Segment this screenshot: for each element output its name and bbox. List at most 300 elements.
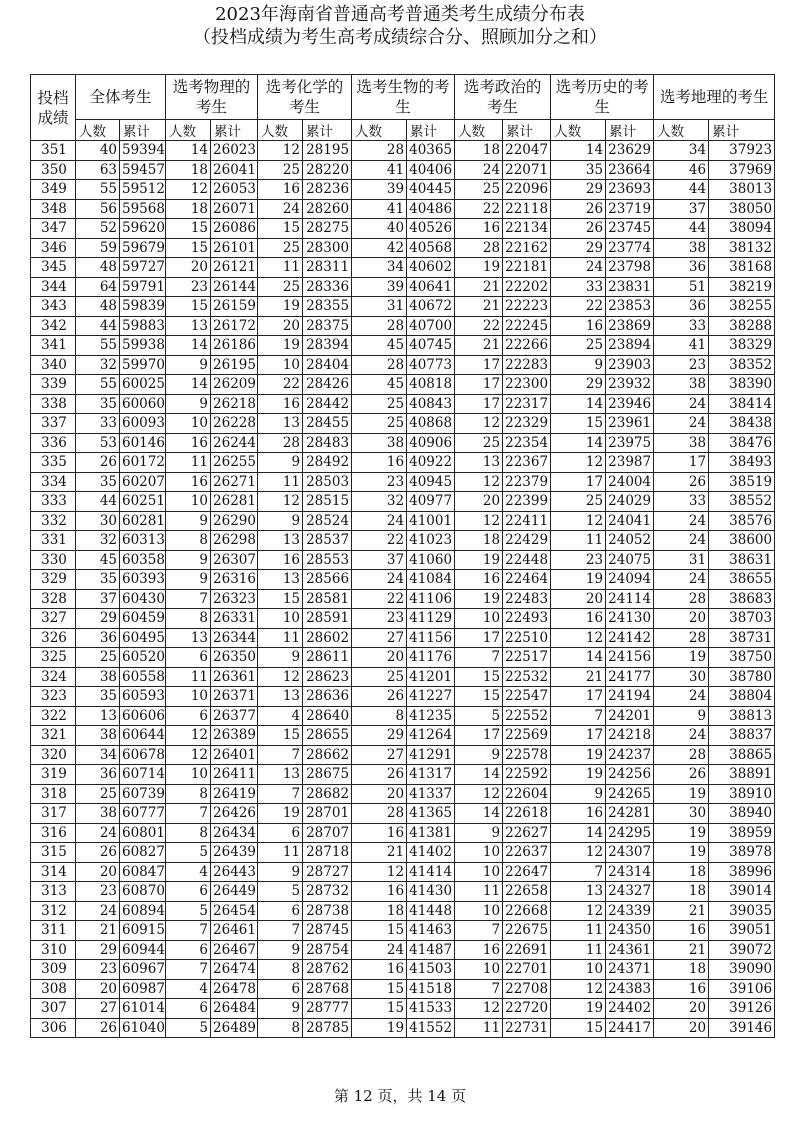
count-cell: 7 bbox=[166, 921, 211, 941]
cumulative-cell: 22464 bbox=[503, 570, 551, 590]
count-cell: 45 bbox=[352, 336, 407, 356]
cumulative-header: 累计 bbox=[709, 120, 775, 141]
cumulative-cell: 22701 bbox=[503, 960, 551, 980]
cumulative-header: 累计 bbox=[120, 120, 166, 141]
cumulative-cell: 38329 bbox=[709, 336, 775, 356]
count-cell: 29 bbox=[551, 180, 606, 200]
cumulative-cell: 40818 bbox=[407, 375, 455, 395]
table-row bbox=[31, 511, 775, 531]
count-cell: 37 bbox=[352, 550, 407, 570]
count-cell: 12 bbox=[551, 628, 606, 648]
count-cell: 24 bbox=[76, 823, 120, 843]
count-cell: 32 bbox=[76, 531, 120, 551]
count-cell: 8 bbox=[258, 960, 303, 980]
count-cell: 24 bbox=[352, 511, 407, 531]
score-cell: 345 bbox=[31, 258, 76, 278]
cumulative-cell: 26298 bbox=[211, 531, 258, 551]
cumulative-cell: 26307 bbox=[211, 550, 258, 570]
count-cell: 29 bbox=[76, 940, 120, 960]
cumulative-cell: 28732 bbox=[303, 882, 352, 902]
cumulative-header: 累计 bbox=[407, 120, 455, 141]
cumulative-cell: 28483 bbox=[303, 433, 352, 453]
cumulative-cell: 40906 bbox=[407, 433, 455, 453]
cumulative-cell: 41430 bbox=[407, 882, 455, 902]
count-cell: 12 bbox=[551, 843, 606, 863]
cumulative-cell: 40641 bbox=[407, 277, 455, 297]
cumulative-cell: 26467 bbox=[211, 940, 258, 960]
cumulative-cell: 24350 bbox=[606, 921, 654, 941]
cumulative-cell: 60060 bbox=[120, 394, 166, 414]
cumulative-cell: 28336 bbox=[303, 277, 352, 297]
count-cell: 16 bbox=[551, 609, 606, 629]
cumulative-cell: 41414 bbox=[407, 862, 455, 882]
cumulative-cell: 26443 bbox=[211, 862, 258, 882]
table-row bbox=[31, 999, 775, 1019]
table-row bbox=[31, 862, 775, 882]
count-cell: 5 bbox=[166, 901, 211, 921]
count-cell: 16 bbox=[258, 394, 303, 414]
count-cell: 28 bbox=[352, 316, 407, 336]
cumulative-cell: 24094 bbox=[606, 570, 654, 590]
score-cell: 309 bbox=[31, 960, 76, 980]
count-cell: 38 bbox=[654, 375, 709, 395]
count-cell: 12 bbox=[455, 784, 503, 804]
cumulative-cell: 26323 bbox=[211, 589, 258, 609]
table-row bbox=[31, 901, 775, 921]
cumulative-header: 累计 bbox=[503, 120, 551, 141]
cumulative-cell: 41291 bbox=[407, 745, 455, 765]
cumulative-cell: 60593 bbox=[120, 687, 166, 707]
cumulative-cell: 22411 bbox=[503, 511, 551, 531]
cumulative-cell: 24029 bbox=[606, 492, 654, 512]
cumulative-cell: 60281 bbox=[120, 511, 166, 531]
count-cell: 28 bbox=[352, 804, 407, 824]
cumulative-cell: 59883 bbox=[120, 316, 166, 336]
count-cell: 44 bbox=[76, 492, 120, 512]
cumulative-cell: 28745 bbox=[303, 921, 352, 941]
count-cell: 18 bbox=[166, 199, 211, 219]
count-cell: 24 bbox=[654, 394, 709, 414]
cumulative-cell: 24075 bbox=[606, 550, 654, 570]
cumulative-cell: 26419 bbox=[211, 784, 258, 804]
cumulative-cell: 60025 bbox=[120, 375, 166, 395]
cumulative-cell: 38094 bbox=[709, 219, 775, 239]
cumulative-cell: 26023 bbox=[211, 141, 258, 161]
count-cell: 55 bbox=[76, 180, 120, 200]
cumulative-cell: 38352 bbox=[709, 355, 775, 375]
count-cell: 16 bbox=[352, 823, 407, 843]
count-cell: 45 bbox=[352, 375, 407, 395]
score-cell: 336 bbox=[31, 433, 76, 453]
count-cell: 55 bbox=[76, 336, 120, 356]
cumulative-cell: 39106 bbox=[709, 979, 775, 999]
cumulative-cell: 28455 bbox=[303, 414, 352, 434]
cumulative-cell: 26401 bbox=[211, 745, 258, 765]
count-cell: 16 bbox=[455, 219, 503, 239]
count-cell: 6 bbox=[166, 706, 211, 726]
cumulative-cell: 41463 bbox=[407, 921, 455, 941]
count-cell: 9 bbox=[258, 940, 303, 960]
table-row bbox=[31, 141, 775, 161]
cumulative-cell: 60915 bbox=[120, 921, 166, 941]
group-header-history: 选考历史的考生 bbox=[551, 75, 654, 120]
cumulative-cell: 24256 bbox=[606, 765, 654, 785]
count-cell: 15 bbox=[551, 414, 606, 434]
count-cell: 15 bbox=[455, 687, 503, 707]
table-row bbox=[31, 960, 775, 980]
count-cell: 51 bbox=[654, 277, 709, 297]
cumulative-cell: 38438 bbox=[709, 414, 775, 434]
count-cell: 9 bbox=[166, 355, 211, 375]
table-row bbox=[31, 843, 775, 863]
cumulative-cell: 23975 bbox=[606, 433, 654, 453]
cumulative-cell: 59791 bbox=[120, 277, 166, 297]
count-cell: 14 bbox=[551, 141, 606, 161]
count-cell: 21 bbox=[76, 921, 120, 941]
cumulative-cell: 40526 bbox=[407, 219, 455, 239]
cumulative-cell: 59568 bbox=[120, 199, 166, 219]
score-cell: 347 bbox=[31, 219, 76, 239]
count-cell: 56 bbox=[76, 199, 120, 219]
cumulative-cell: 28636 bbox=[303, 687, 352, 707]
cumulative-cell: 24052 bbox=[606, 531, 654, 551]
count-cell: 39 bbox=[352, 277, 407, 297]
table-row bbox=[31, 492, 775, 512]
cumulative-cell: 26218 bbox=[211, 394, 258, 414]
cumulative-cell: 39051 bbox=[709, 921, 775, 941]
table-row bbox=[31, 921, 775, 941]
cumulative-cell: 23894 bbox=[606, 336, 654, 356]
score-cell: 342 bbox=[31, 316, 76, 336]
count-cell: 13 bbox=[258, 687, 303, 707]
cumulative-cell: 40773 bbox=[407, 355, 455, 375]
count-cell: 42 bbox=[352, 238, 407, 258]
cumulative-cell: 41518 bbox=[407, 979, 455, 999]
score-cell: 327 bbox=[31, 609, 76, 629]
count-cell: 12 bbox=[166, 745, 211, 765]
count-cell: 7 bbox=[551, 862, 606, 882]
table-row bbox=[31, 316, 775, 336]
count-cell: 22 bbox=[455, 316, 503, 336]
count-cell: 15 bbox=[166, 238, 211, 258]
score-cell: 321 bbox=[31, 726, 76, 746]
table-row bbox=[31, 199, 775, 219]
count-cell: 10 bbox=[455, 843, 503, 863]
cumulative-cell: 26041 bbox=[211, 160, 258, 180]
count-cell: 7 bbox=[455, 648, 503, 668]
cumulative-cell: 38476 bbox=[709, 433, 775, 453]
cumulative-cell: 60777 bbox=[120, 804, 166, 824]
count-cell: 20 bbox=[76, 862, 120, 882]
cumulative-cell: 41381 bbox=[407, 823, 455, 843]
cumulative-cell: 40945 bbox=[407, 472, 455, 492]
cumulative-cell: 28591 bbox=[303, 609, 352, 629]
cumulative-cell: 41023 bbox=[407, 531, 455, 551]
cumulative-cell: 22547 bbox=[503, 687, 551, 707]
cumulative-cell: 41317 bbox=[407, 765, 455, 785]
cumulative-cell: 22552 bbox=[503, 706, 551, 726]
count-cell: 16 bbox=[352, 882, 407, 902]
score-cell: 339 bbox=[31, 375, 76, 395]
count-cell: 8 bbox=[258, 1018, 303, 1038]
cumulative-cell: 23987 bbox=[606, 453, 654, 473]
count-cell: 6 bbox=[166, 940, 211, 960]
cumulative-cell: 22493 bbox=[503, 609, 551, 629]
count-cell: 16 bbox=[551, 316, 606, 336]
count-header: 人数 bbox=[455, 120, 503, 141]
count-cell: 9 bbox=[166, 394, 211, 414]
cumulative-cell: 59394 bbox=[120, 141, 166, 161]
group-header-geography: 选考地理的考生 bbox=[654, 75, 775, 120]
count-cell: 38 bbox=[352, 433, 407, 453]
cumulative-cell: 60827 bbox=[120, 843, 166, 863]
cumulative-cell: 22483 bbox=[503, 589, 551, 609]
cumulative-cell: 24402 bbox=[606, 999, 654, 1019]
cumulative-cell: 38132 bbox=[709, 238, 775, 258]
cumulative-cell: 22071 bbox=[503, 160, 551, 180]
count-cell: 11 bbox=[551, 531, 606, 551]
count-cell: 27 bbox=[76, 999, 120, 1019]
count-cell: 12 bbox=[551, 901, 606, 921]
table-row bbox=[31, 180, 775, 200]
cumulative-cell: 28777 bbox=[303, 999, 352, 1019]
cumulative-cell: 26281 bbox=[211, 492, 258, 512]
count-cell: 13 bbox=[455, 453, 503, 473]
cumulative-cell: 22162 bbox=[503, 238, 551, 258]
count-cell: 26 bbox=[352, 765, 407, 785]
cumulative-cell: 22317 bbox=[503, 394, 551, 414]
count-cell: 10 bbox=[455, 609, 503, 629]
score-cell: 338 bbox=[31, 394, 76, 414]
cumulative-cell: 22691 bbox=[503, 940, 551, 960]
count-cell: 12 bbox=[551, 979, 606, 999]
page-footer: 第 12 页，共 14 页 bbox=[333, 1087, 467, 1105]
count-cell: 10 bbox=[258, 355, 303, 375]
cumulative-cell: 26344 bbox=[211, 628, 258, 648]
count-cell: 19 bbox=[654, 648, 709, 668]
cumulative-cell: 26449 bbox=[211, 882, 258, 902]
cumulative-cell: 22731 bbox=[503, 1018, 551, 1038]
count-cell: 36 bbox=[76, 765, 120, 785]
count-cell: 24 bbox=[654, 570, 709, 590]
cumulative-cell: 24307 bbox=[606, 843, 654, 863]
count-cell: 12 bbox=[455, 511, 503, 531]
count-cell: 34 bbox=[654, 141, 709, 161]
cumulative-cell: 28375 bbox=[303, 316, 352, 336]
count-cell: 16 bbox=[455, 940, 503, 960]
cumulative-cell: 22047 bbox=[503, 141, 551, 161]
cumulative-cell: 60739 bbox=[120, 784, 166, 804]
cumulative-cell: 22578 bbox=[503, 745, 551, 765]
cumulative-cell: 24339 bbox=[606, 901, 654, 921]
cumulative-cell: 41201 bbox=[407, 667, 455, 687]
cumulative-cell: 28623 bbox=[303, 667, 352, 687]
cumulative-cell: 41227 bbox=[407, 687, 455, 707]
count-cell: 7 bbox=[455, 921, 503, 941]
cumulative-cell: 39014 bbox=[709, 882, 775, 902]
count-cell: 36 bbox=[654, 297, 709, 317]
count-header: 人数 bbox=[166, 120, 211, 141]
cumulative-cell: 38731 bbox=[709, 628, 775, 648]
table-row bbox=[31, 940, 775, 960]
cumulative-cell: 38390 bbox=[709, 375, 775, 395]
count-cell: 25 bbox=[258, 238, 303, 258]
cumulative-cell: 41533 bbox=[407, 999, 455, 1019]
cumulative-cell: 28640 bbox=[303, 706, 352, 726]
cumulative-cell: 60801 bbox=[120, 823, 166, 843]
count-cell: 41 bbox=[654, 336, 709, 356]
cumulative-cell: 39072 bbox=[709, 940, 775, 960]
cumulative-cell: 24041 bbox=[606, 511, 654, 531]
cumulative-cell: 60714 bbox=[120, 765, 166, 785]
table-row bbox=[31, 687, 775, 707]
table-row bbox=[31, 765, 775, 785]
cumulative-cell: 38804 bbox=[709, 687, 775, 707]
count-cell: 25 bbox=[551, 492, 606, 512]
score-cell: 324 bbox=[31, 667, 76, 687]
cumulative-cell: 24130 bbox=[606, 609, 654, 629]
cumulative-cell: 28718 bbox=[303, 843, 352, 863]
cumulative-cell: 26228 bbox=[211, 414, 258, 434]
count-cell: 48 bbox=[76, 297, 120, 317]
cumulative-cell: 38996 bbox=[709, 862, 775, 882]
cumulative-cell: 22300 bbox=[503, 375, 551, 395]
cumulative-cell: 22720 bbox=[503, 999, 551, 1019]
cumulative-header: 累计 bbox=[303, 120, 352, 141]
cumulative-cell: 38655 bbox=[709, 570, 775, 590]
cumulative-cell: 24114 bbox=[606, 589, 654, 609]
count-cell: 18 bbox=[352, 901, 407, 921]
cumulative-cell: 22675 bbox=[503, 921, 551, 941]
score-header: 投档成绩 bbox=[31, 75, 76, 141]
cumulative-cell: 26186 bbox=[211, 336, 258, 356]
count-cell: 16 bbox=[258, 180, 303, 200]
cumulative-cell: 26195 bbox=[211, 355, 258, 375]
score-cell: 313 bbox=[31, 882, 76, 902]
cumulative-cell: 23745 bbox=[606, 219, 654, 239]
cumulative-cell: 59512 bbox=[120, 180, 166, 200]
count-cell: 21 bbox=[455, 277, 503, 297]
cumulative-cell: 40745 bbox=[407, 336, 455, 356]
cumulative-cell: 38288 bbox=[709, 316, 775, 336]
score-cell: 317 bbox=[31, 804, 76, 824]
page-title: 2023年海南省普通高考普通类考生成绩分布表 bbox=[215, 4, 585, 25]
cumulative-cell: 38865 bbox=[709, 745, 775, 765]
count-cell: 39 bbox=[352, 180, 407, 200]
count-cell: 21 bbox=[455, 336, 503, 356]
cumulative-cell: 60393 bbox=[120, 570, 166, 590]
cumulative-cell: 26331 bbox=[211, 609, 258, 629]
table-row bbox=[31, 433, 775, 453]
cumulative-cell: 41402 bbox=[407, 843, 455, 863]
count-cell: 8 bbox=[166, 609, 211, 629]
cumulative-cell: 26255 bbox=[211, 453, 258, 473]
cumulative-cell: 24281 bbox=[606, 804, 654, 824]
cumulative-cell: 22096 bbox=[503, 180, 551, 200]
table-row bbox=[31, 336, 775, 356]
cumulative-cell: 60093 bbox=[120, 414, 166, 434]
count-cell: 12 bbox=[352, 862, 407, 882]
count-cell: 9 bbox=[455, 745, 503, 765]
count-cell: 38 bbox=[76, 667, 120, 687]
cumulative-cell: 24142 bbox=[606, 628, 654, 648]
score-cell: 325 bbox=[31, 648, 76, 668]
table-row bbox=[31, 277, 775, 297]
cumulative-cell: 38813 bbox=[709, 706, 775, 726]
count-cell: 36 bbox=[654, 258, 709, 278]
cumulative-cell: 24327 bbox=[606, 882, 654, 902]
table-row bbox=[31, 745, 775, 765]
count-cell: 41 bbox=[352, 199, 407, 219]
score-distribution-table bbox=[30, 74, 775, 1038]
count-cell: 7 bbox=[166, 589, 211, 609]
cumulative-cell: 22245 bbox=[503, 316, 551, 336]
count-cell: 25 bbox=[551, 336, 606, 356]
count-cell: 10 bbox=[166, 414, 211, 434]
cumulative-cell: 24295 bbox=[606, 823, 654, 843]
cumulative-cell: 60847 bbox=[120, 862, 166, 882]
cumulative-cell: 24156 bbox=[606, 648, 654, 668]
cumulative-cell: 40843 bbox=[407, 394, 455, 414]
count-cell: 33 bbox=[654, 316, 709, 336]
cumulative-cell: 26371 bbox=[211, 687, 258, 707]
cumulative-cell: 23869 bbox=[606, 316, 654, 336]
cumulative-cell: 60894 bbox=[120, 901, 166, 921]
count-cell: 11 bbox=[258, 472, 303, 492]
count-cell: 26 bbox=[76, 453, 120, 473]
cumulative-cell: 38219 bbox=[709, 277, 775, 297]
count-cell: 7 bbox=[166, 960, 211, 980]
count-cell: 23 bbox=[76, 882, 120, 902]
count-cell: 11 bbox=[551, 940, 606, 960]
cumulative-cell: 39146 bbox=[709, 1018, 775, 1038]
count-cell: 20 bbox=[654, 1018, 709, 1038]
count-cell: 35 bbox=[76, 687, 120, 707]
cumulative-cell: 24383 bbox=[606, 979, 654, 999]
count-cell: 20 bbox=[352, 648, 407, 668]
score-cell: 333 bbox=[31, 492, 76, 512]
cumulative-cell: 26484 bbox=[211, 999, 258, 1019]
count-cell: 16 bbox=[551, 804, 606, 824]
cumulative-cell: 41337 bbox=[407, 784, 455, 804]
count-cell: 21 bbox=[352, 843, 407, 863]
cumulative-cell: 23831 bbox=[606, 277, 654, 297]
cumulative-cell: 26439 bbox=[211, 843, 258, 863]
cumulative-cell: 60967 bbox=[120, 960, 166, 980]
cumulative-cell: 28762 bbox=[303, 960, 352, 980]
count-cell: 29 bbox=[352, 726, 407, 746]
cumulative-cell: 22367 bbox=[503, 453, 551, 473]
cumulative-cell: 28442 bbox=[303, 394, 352, 414]
count-cell: 18 bbox=[455, 141, 503, 161]
cumulative-cell: 60172 bbox=[120, 453, 166, 473]
count-cell: 33 bbox=[76, 414, 120, 434]
count-cell: 6 bbox=[166, 999, 211, 1019]
cumulative-cell: 22181 bbox=[503, 258, 551, 278]
cumulative-cell: 28707 bbox=[303, 823, 352, 843]
cumulative-header: 累计 bbox=[211, 120, 258, 141]
count-cell: 19 bbox=[654, 823, 709, 843]
count-cell: 36 bbox=[76, 628, 120, 648]
group-header-chemistry: 选考化学的考生 bbox=[258, 75, 352, 120]
cumulative-cell: 28195 bbox=[303, 141, 352, 161]
count-cell: 37 bbox=[654, 199, 709, 219]
count-cell: 52 bbox=[76, 219, 120, 239]
count-cell: 6 bbox=[166, 648, 211, 668]
score-cell: 316 bbox=[31, 823, 76, 843]
score-cell: 334 bbox=[31, 472, 76, 492]
count-cell: 15 bbox=[166, 219, 211, 239]
